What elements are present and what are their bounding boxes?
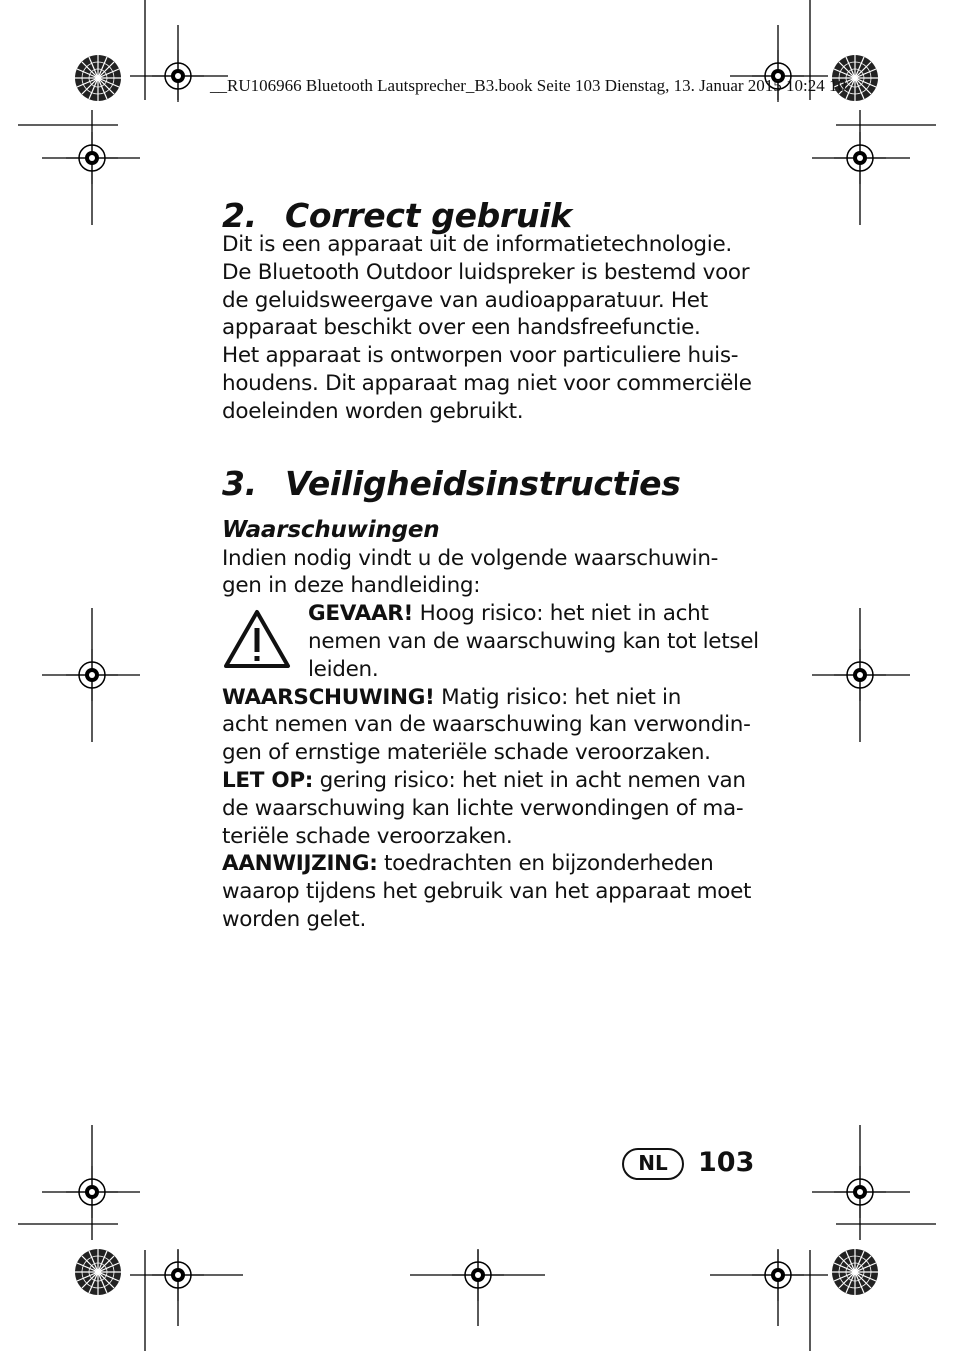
section-2-number: 2. (222, 196, 257, 235)
language-badge: NL (622, 1148, 684, 1180)
letop-line: teriële schade veroorzaken. (222, 823, 513, 849)
gevaar-label: GEVAAR! (308, 601, 414, 627)
aanwijzing-line: waarop tijdens het gebruik van het apparaat moet (222, 879, 752, 905)
waarschuwing-line: acht nemen van de waarschuwing kan verwondin- (222, 712, 751, 738)
waarschuwing-label: WAARSCHUWING! (222, 684, 435, 710)
section-2-title: Correct gebruik (285, 196, 572, 235)
gevaar-line: GEVAAR! Hoog risico: het niet in acht (308, 601, 709, 627)
page-number: 103 (698, 1147, 755, 1178)
section-3-number: 3. (222, 463, 257, 503)
gevaar-line: nemen van de waarschuwing kan tot letsel (308, 628, 759, 654)
section-2-line: houdens. Dit apparaat mag niet voor commerciële (222, 370, 752, 396)
aanwijzing-line: AANWIJZING: toedrachten en bijzonderheden (222, 851, 714, 877)
section-2-heading (222, 196, 762, 236)
letop-line: de waarschuwing kan lichte verwondingen of ma- (222, 795, 744, 821)
aanwijzing-label: AANWIJZING: (222, 851, 378, 877)
gevaar-block (222, 600, 762, 683)
waarschuwing-line: WAARSCHUWING! Matig risico: het niet in (222, 684, 682, 710)
section-2-line: apparaat beschikt over een handsfreefunctie. (222, 315, 701, 341)
subheading-waarschuwingen: Waarschuwingen (222, 516, 440, 543)
warning-triangle-icon (222, 608, 292, 670)
section-2-line: de geluidsweergave van audioapparatuur. Het (222, 287, 708, 313)
intro-line: Indien nodig vindt u de volgende waarschuwin- (222, 545, 719, 571)
section-2-line: doeleinden worden gebruikt. (222, 398, 524, 424)
section-3-heading (222, 464, 762, 504)
print-header: __RU106966 Bluetooth Lautsprecher_B3.book Seite 103 Dienstag, 13. Januar 2015 10:24 10 (210, 76, 846, 95)
letop-line: LET OP: gering risico: het niet in acht nemen van (222, 767, 746, 793)
letop-label: LET OP: (222, 767, 314, 793)
gevaar-line: leiden. (308, 656, 379, 682)
section-2-line: Het apparaat is ontworpen voor particuliere huis- (222, 343, 739, 369)
section-2-line: Dit is een apparaat uit de informatietechnologie. (222, 232, 732, 257)
section-3-title: Veiligheidsinstructies (285, 463, 681, 503)
section-2-line: De Bluetooth Outdoor luidspreker is bestemd voor (222, 259, 750, 285)
aanwijzing-line: worden gelet. (222, 906, 366, 932)
waarschuwing-line: gen of ernstige materiële schade veroorzaken. (222, 740, 711, 766)
page-content (222, 196, 762, 934)
intro-line: gen in deze handleiding: (222, 573, 481, 599)
